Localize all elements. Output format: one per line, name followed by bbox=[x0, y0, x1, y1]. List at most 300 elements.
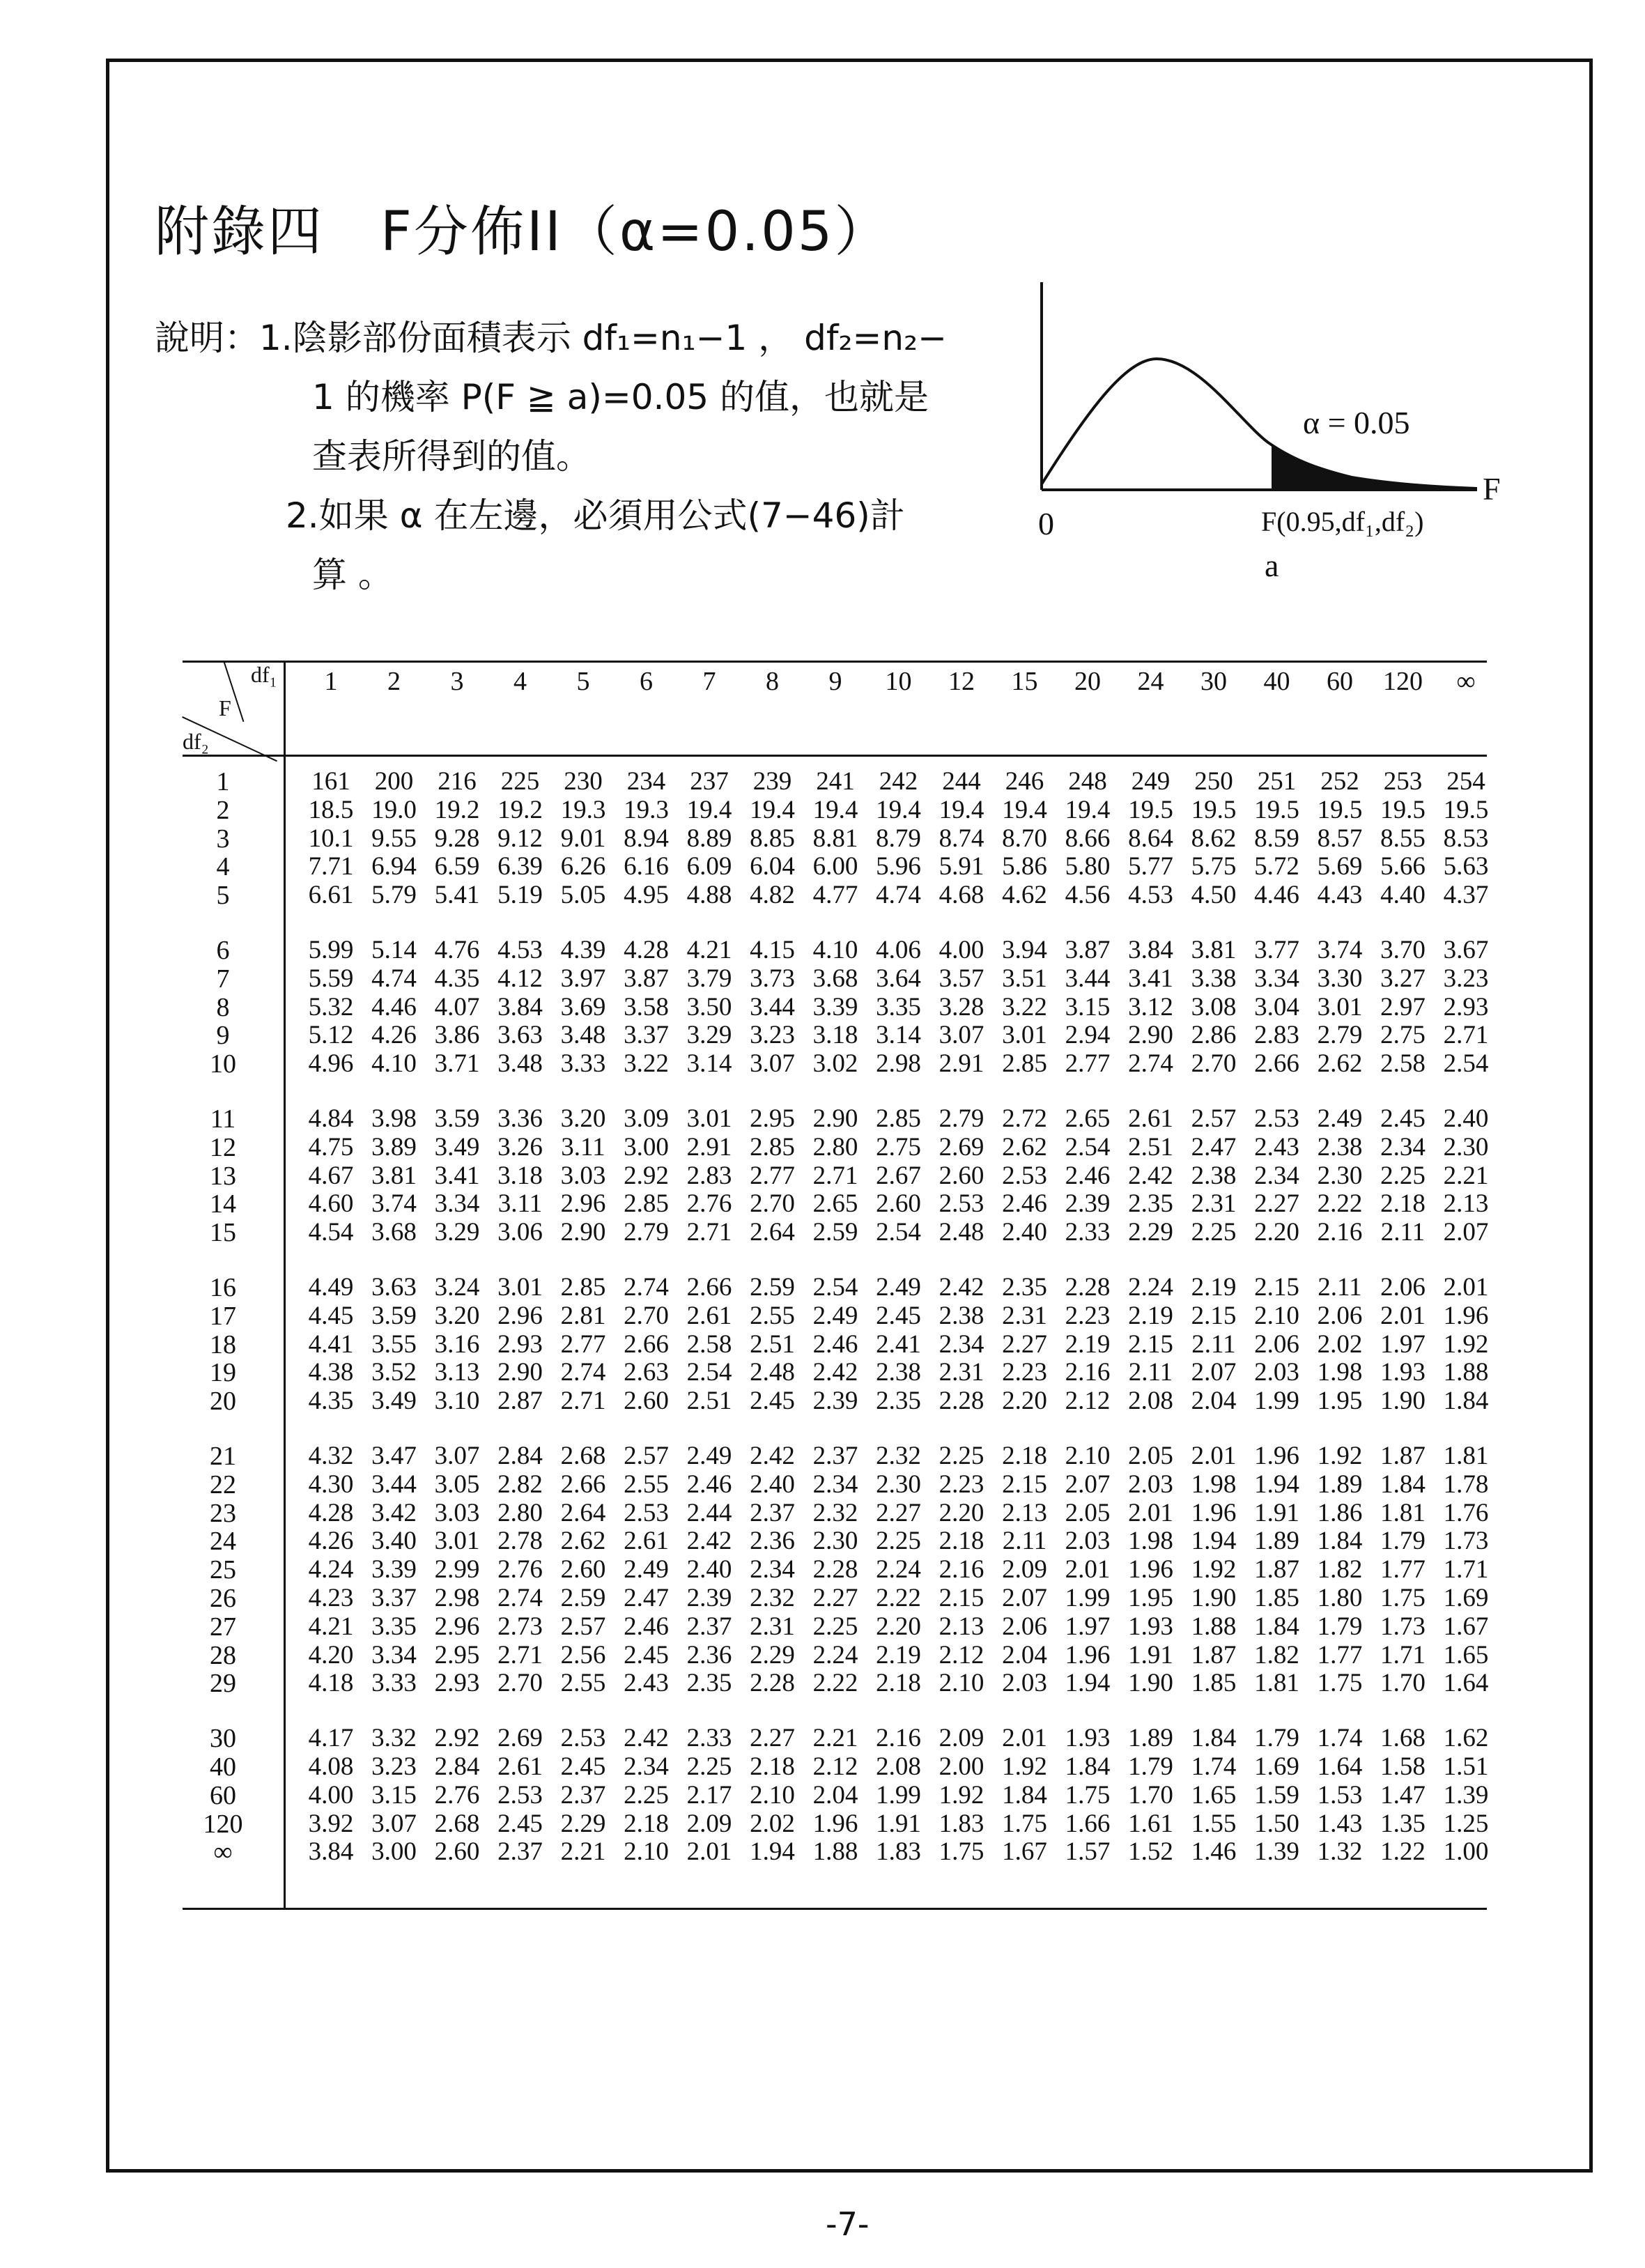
table-cell: 2.01 bbox=[1191, 1442, 1237, 1470]
table-cell: 4.84 bbox=[308, 1104, 354, 1133]
table-cell: 4.35 bbox=[308, 1387, 354, 1416]
column-header: 6 bbox=[640, 667, 653, 696]
table-cell: 4.96 bbox=[308, 1049, 354, 1079]
table-cell: 4.62 bbox=[1002, 881, 1047, 910]
table-cell: 4.74 bbox=[371, 964, 417, 993]
table-cell: 3.49 bbox=[371, 1387, 417, 1416]
table-cell: 3.59 bbox=[434, 1104, 480, 1133]
table-cell: 2.39 bbox=[812, 1387, 858, 1416]
table-cell: 2.23 bbox=[1065, 1301, 1111, 1330]
table-cell: 2.18 bbox=[750, 1752, 795, 1781]
table-cell: 1.93 bbox=[1380, 1358, 1426, 1387]
table-cell: 1.93 bbox=[1065, 1724, 1111, 1753]
table-cell: 242 bbox=[879, 767, 918, 796]
table-cell: 2.17 bbox=[686, 1780, 732, 1810]
table-cell: 2.95 bbox=[434, 1640, 480, 1669]
row-header-df2: 120 bbox=[203, 1809, 243, 1839]
table-cell: 2.47 bbox=[1191, 1132, 1237, 1162]
table-cell: 19.4 bbox=[812, 795, 858, 824]
table-cell: 2.25 bbox=[812, 1612, 858, 1641]
table-cell: 2.10 bbox=[1254, 1301, 1299, 1330]
table-cell: 3.68 bbox=[371, 1218, 417, 1247]
table-cell: 2.24 bbox=[1128, 1273, 1173, 1302]
table-cell: 4.12 bbox=[497, 964, 543, 993]
table-cell: 4.56 bbox=[1065, 881, 1111, 910]
table-cell: 4.23 bbox=[308, 1584, 354, 1612]
row-header-df2: 13 bbox=[210, 1161, 236, 1191]
table-cell: 2.11 bbox=[1002, 1527, 1047, 1556]
table-cell: 244 bbox=[942, 767, 981, 796]
column-header: 5 bbox=[576, 667, 590, 696]
table-cell: 1.66 bbox=[1065, 1809, 1111, 1838]
table-cell: 3.29 bbox=[686, 1021, 732, 1050]
table-cell: 3.01 bbox=[1317, 992, 1363, 1021]
table-cell: 3.67 bbox=[1443, 936, 1489, 964]
table-cell: 2.60 bbox=[434, 1837, 480, 1867]
table-cell: 2.30 bbox=[876, 1469, 921, 1499]
table-cell: 2.58 bbox=[686, 1329, 732, 1359]
table-cell: 2.98 bbox=[434, 1584, 480, 1612]
table-cell: 3.55 bbox=[371, 1329, 417, 1359]
table-cell: 1.91 bbox=[876, 1809, 921, 1838]
table-cell: 2.18 bbox=[624, 1809, 669, 1838]
note-line-5: 算 。 bbox=[312, 555, 393, 595]
table-cell: 3.32 bbox=[371, 1724, 417, 1753]
table-cell: 4.54 bbox=[308, 1218, 354, 1247]
table-cell: 2.49 bbox=[1317, 1104, 1363, 1133]
table-cell: 1.88 bbox=[1443, 1358, 1489, 1387]
table-cell: 1.98 bbox=[1128, 1527, 1173, 1556]
table-cell: 8.85 bbox=[750, 824, 795, 853]
row-header-df2: 4 bbox=[216, 852, 230, 882]
table-cell: 19.3 bbox=[624, 795, 669, 824]
table-cell: 2.16 bbox=[939, 1555, 984, 1584]
table-cell: 2.13 bbox=[939, 1612, 984, 1641]
row-header-df2: 15 bbox=[210, 1218, 236, 1248]
table-cell: 1.61 bbox=[1128, 1809, 1173, 1838]
table-cell: 2.84 bbox=[434, 1752, 480, 1781]
table-cell: 2.61 bbox=[1128, 1104, 1173, 1133]
table-cell: 3.09 bbox=[624, 1104, 669, 1133]
table-cell: 2.06 bbox=[1380, 1273, 1426, 1302]
table-cell: 2.59 bbox=[560, 1584, 606, 1612]
table-cell: 5.14 bbox=[371, 936, 417, 964]
table-cell: 2.34 bbox=[939, 1329, 984, 1359]
table-cell: 2.71 bbox=[686, 1218, 732, 1247]
row-header-df2: 9 bbox=[216, 1021, 230, 1051]
table-cell: 6.16 bbox=[624, 852, 669, 881]
table-cell: 3.47 bbox=[371, 1442, 417, 1470]
row-header-df2: 1 bbox=[216, 767, 230, 796]
table-cell: 2.53 bbox=[1254, 1104, 1299, 1133]
table-cell: 5.69 bbox=[1317, 852, 1363, 881]
table-cell: 2.70 bbox=[497, 1669, 543, 1698]
table-cell: 2.54 bbox=[876, 1218, 921, 1247]
table-cell: 3.89 bbox=[371, 1132, 417, 1162]
table-cell: 4.20 bbox=[308, 1640, 354, 1669]
table-cell: 2.32 bbox=[876, 1442, 921, 1470]
table-cell: 2.01 bbox=[1128, 1498, 1173, 1527]
table-cell: 1.35 bbox=[1380, 1809, 1426, 1838]
table-cell: 2.69 bbox=[497, 1724, 543, 1753]
column-header: 20 bbox=[1074, 667, 1101, 696]
table-cell: 1.96 bbox=[1065, 1640, 1111, 1669]
table-cell: 2.62 bbox=[560, 1527, 606, 1556]
table-cell: 9.55 bbox=[371, 824, 417, 853]
table-bottom-rule bbox=[183, 1908, 1487, 1910]
table-cell: 2.04 bbox=[1191, 1387, 1237, 1416]
table-cell: 2.85 bbox=[750, 1132, 795, 1162]
table-cell: 8.59 bbox=[1254, 824, 1299, 853]
row-header-df2: 26 bbox=[210, 1584, 236, 1613]
table-cell: 2.54 bbox=[812, 1273, 858, 1302]
table-cell: 1.75 bbox=[1380, 1584, 1426, 1612]
table-cell: 1.77 bbox=[1317, 1640, 1363, 1669]
table-cell: 2.74 bbox=[560, 1358, 606, 1387]
shaded-region bbox=[1272, 445, 1477, 490]
table-cell: 8.55 bbox=[1380, 824, 1426, 853]
table-cell: 6.09 bbox=[686, 852, 732, 881]
table-cell: 3.84 bbox=[1128, 936, 1173, 964]
table-cell: 2.03 bbox=[1065, 1527, 1111, 1556]
table-cell: 2.42 bbox=[1128, 1161, 1173, 1190]
table-cell: 8.64 bbox=[1128, 824, 1173, 853]
column-header: 7 bbox=[702, 667, 716, 696]
table-cell: 2.15 bbox=[939, 1584, 984, 1612]
table-cell: 3.71 bbox=[434, 1049, 480, 1079]
table-cell: 4.53 bbox=[497, 936, 543, 964]
table-cell: 4.28 bbox=[624, 936, 669, 964]
table-cell: 2.68 bbox=[560, 1442, 606, 1470]
table-cell: 1.43 bbox=[1317, 1809, 1363, 1838]
table-cell: 3.87 bbox=[1065, 936, 1111, 964]
f-distribution-diagram bbox=[1031, 282, 1519, 583]
table-cell: 2.42 bbox=[624, 1724, 669, 1753]
table-cell: 2.10 bbox=[1065, 1442, 1111, 1470]
table-cell: 2.45 bbox=[497, 1809, 543, 1838]
table-cell: 1.32 bbox=[1317, 1837, 1363, 1867]
table-cell: 4.76 bbox=[434, 936, 480, 964]
table-cell: 5.59 bbox=[308, 964, 354, 993]
table-cell: 2.37 bbox=[560, 1780, 606, 1810]
table-cell: 252 bbox=[1320, 767, 1359, 796]
table-cell: 1.55 bbox=[1191, 1809, 1237, 1838]
table-cell: 1.91 bbox=[1254, 1498, 1299, 1527]
table-cell: 248 bbox=[1068, 767, 1107, 796]
table-cell: 4.74 bbox=[876, 881, 921, 910]
table-cell: 2.85 bbox=[624, 1189, 669, 1219]
table-cell: 2.05 bbox=[1128, 1442, 1173, 1470]
table-cell: 4.17 bbox=[308, 1724, 354, 1753]
table-cell: 1.96 bbox=[1254, 1442, 1299, 1470]
table-cell: 2.01 bbox=[1065, 1555, 1111, 1584]
table-cell: 1.95 bbox=[1317, 1387, 1363, 1416]
table-cell: 1.39 bbox=[1443, 1780, 1489, 1810]
note-line-1: 說明：1.陰影部份面積表示 df₁=n₁−1 ， df₂=n₂− bbox=[155, 318, 948, 358]
table-cell: 19.5 bbox=[1128, 795, 1173, 824]
row-header-df2: 27 bbox=[210, 1612, 236, 1642]
table-cell: 3.02 bbox=[812, 1049, 858, 1079]
table-cell: 4.40 bbox=[1380, 881, 1426, 910]
table-cell: 1.90 bbox=[1380, 1387, 1426, 1416]
table-cell: 1.64 bbox=[1443, 1669, 1489, 1698]
table-cell: 5.86 bbox=[1002, 852, 1047, 881]
table-cell: 2.46 bbox=[686, 1469, 732, 1499]
table-cell: 3.51 bbox=[1002, 964, 1047, 993]
table-cell: 1.39 bbox=[1254, 1837, 1299, 1867]
note-line-4: 2.如果 α 在左邊，必須用公式(7−46)計 bbox=[286, 495, 905, 536]
table-cell: 1.92 bbox=[1317, 1442, 1363, 1470]
alpha-label: α = 0.05 bbox=[1303, 405, 1410, 440]
table-cell: 2.39 bbox=[1065, 1189, 1111, 1219]
table-cell: 6.61 bbox=[308, 881, 354, 910]
table-cell: 2.30 bbox=[1317, 1161, 1363, 1190]
table-cell: 2.31 bbox=[1191, 1189, 1237, 1219]
table-cell: 2.42 bbox=[750, 1442, 795, 1470]
table-cell: 4.43 bbox=[1317, 881, 1363, 910]
column-header: 9 bbox=[828, 667, 842, 696]
table-cell: 2.82 bbox=[497, 1469, 543, 1499]
table-cell: 19.5 bbox=[1254, 795, 1299, 824]
table-cell: 9.01 bbox=[560, 824, 606, 853]
table-cell: 2.90 bbox=[1128, 1021, 1173, 1050]
row-header-df2: 29 bbox=[210, 1669, 236, 1699]
table-cell: 4.21 bbox=[308, 1612, 354, 1641]
table-cell: 2.70 bbox=[1191, 1049, 1237, 1079]
table-cell: 5.05 bbox=[560, 881, 606, 910]
table-cell: 4.07 bbox=[434, 992, 480, 1021]
column-header: 15 bbox=[1011, 667, 1038, 696]
origin-label: 0 bbox=[1038, 506, 1054, 541]
table-cell: 2.04 bbox=[1002, 1640, 1047, 1669]
table-cell: 2.12 bbox=[812, 1752, 858, 1781]
table-cell: 1.85 bbox=[1254, 1584, 1299, 1612]
table-cell: 2.25 bbox=[624, 1780, 669, 1810]
table-cell: 2.68 bbox=[434, 1809, 480, 1838]
table-cell: 1.00 bbox=[1443, 1837, 1489, 1867]
table-cell: 2.18 bbox=[1002, 1442, 1047, 1470]
table-cell: 8.74 bbox=[939, 824, 984, 853]
table-cell: 1.75 bbox=[1317, 1669, 1363, 1698]
table-cell: 3.35 bbox=[371, 1612, 417, 1641]
table-cell: 250 bbox=[1194, 767, 1233, 796]
column-header: 120 bbox=[1383, 667, 1423, 696]
table-cell: 2.35 bbox=[1002, 1273, 1047, 1302]
table-cell: 2.19 bbox=[1128, 1301, 1173, 1330]
table-cell: 1.75 bbox=[1065, 1780, 1111, 1810]
table-cell: 1.59 bbox=[1254, 1780, 1299, 1810]
table-cell: 2.42 bbox=[939, 1273, 984, 1302]
table-cell: 3.05 bbox=[434, 1469, 480, 1499]
table-cell: 2.93 bbox=[1443, 992, 1489, 1021]
table-cell: 4.28 bbox=[308, 1498, 354, 1527]
table-cell: 1.69 bbox=[1254, 1752, 1299, 1781]
table-cell: 1.84 bbox=[1317, 1527, 1363, 1556]
table-cell: 2.49 bbox=[876, 1273, 921, 1302]
table-cell: 4.60 bbox=[308, 1189, 354, 1219]
table-cell: 2.60 bbox=[560, 1555, 606, 1584]
table-cell: 19.2 bbox=[434, 795, 480, 824]
table-cell: 2.35 bbox=[1128, 1189, 1173, 1219]
table-cell: 3.34 bbox=[1254, 964, 1299, 993]
table-cell: 2.90 bbox=[497, 1358, 543, 1387]
corner-df1-label: df₁ bbox=[251, 662, 277, 687]
table-cell: 2.55 bbox=[750, 1301, 795, 1330]
table-cell: 2.37 bbox=[686, 1612, 732, 1641]
table-cell: 6.94 bbox=[371, 852, 417, 881]
table-cell: 3.30 bbox=[1317, 964, 1363, 993]
table-cell: 1.83 bbox=[939, 1809, 984, 1838]
table-cell: 3.33 bbox=[560, 1049, 606, 1079]
table-cell: 3.24 bbox=[434, 1273, 480, 1302]
table-cell: 3.73 bbox=[750, 964, 795, 993]
table-cell: 10.1 bbox=[308, 824, 354, 853]
table-cell: 1.92 bbox=[939, 1780, 984, 1810]
table-cell: 2.41 bbox=[876, 1329, 921, 1359]
table-cell: 1.58 bbox=[1380, 1752, 1426, 1781]
row-header-df2: 23 bbox=[210, 1498, 236, 1528]
table-cell: 2.27 bbox=[750, 1724, 795, 1753]
table-cell: 2.71 bbox=[1443, 1021, 1489, 1050]
table-cell: 2.63 bbox=[624, 1358, 669, 1387]
table-cell: 2.19 bbox=[1065, 1329, 1111, 1359]
table-cell: 2.64 bbox=[750, 1218, 795, 1247]
table-cell: 1.65 bbox=[1191, 1780, 1237, 1810]
table-cell: 2.54 bbox=[1065, 1132, 1111, 1162]
table-cell: 2.03 bbox=[1254, 1358, 1299, 1387]
table-cell: 3.59 bbox=[371, 1301, 417, 1330]
table-cell: 1.87 bbox=[1254, 1555, 1299, 1584]
table-cell: 2.62 bbox=[1317, 1049, 1363, 1079]
table-cell: 3.28 bbox=[939, 992, 984, 1021]
table-cell: 2.79 bbox=[1317, 1021, 1363, 1050]
table-cell: 3.12 bbox=[1128, 992, 1173, 1021]
table-cell: 1.86 bbox=[1317, 1498, 1363, 1527]
table-cell: 1.47 bbox=[1380, 1780, 1426, 1810]
table-cell: 5.99 bbox=[308, 936, 354, 964]
table-cell: 2.45 bbox=[876, 1301, 921, 1330]
table-cell: 2.77 bbox=[1065, 1049, 1111, 1079]
table-cell: 1.81 bbox=[1254, 1669, 1299, 1698]
table-cell: 3.64 bbox=[876, 964, 921, 993]
corner-df2-label: df₂ bbox=[183, 729, 209, 754]
table-cell: 2.20 bbox=[1002, 1387, 1047, 1416]
table-cell: 2.49 bbox=[686, 1442, 732, 1470]
table-cell: 2.83 bbox=[686, 1161, 732, 1190]
table-cell: 1.99 bbox=[1065, 1584, 1111, 1612]
table-cell: 19.4 bbox=[939, 795, 984, 824]
table-cell: 5.66 bbox=[1380, 852, 1426, 881]
table-cell: 2.67 bbox=[876, 1161, 921, 1190]
row-header-df2: 7 bbox=[216, 964, 230, 994]
row-header-df2: 16 bbox=[210, 1273, 236, 1302]
table-cell: 1.96 bbox=[1128, 1555, 1173, 1584]
table-cell: 3.92 bbox=[308, 1809, 354, 1838]
table-cell: 2.45 bbox=[1380, 1104, 1426, 1133]
table-cell: 3.07 bbox=[939, 1021, 984, 1050]
table-cell: 2.60 bbox=[624, 1387, 669, 1416]
table-cell: 3.08 bbox=[1191, 992, 1237, 1021]
table-cell: 3.84 bbox=[497, 992, 543, 1021]
table-cell: 3.13 bbox=[434, 1358, 480, 1387]
table-cell: 3.36 bbox=[497, 1104, 543, 1133]
table-cell: 3.41 bbox=[434, 1161, 480, 1190]
table-cell: 2.10 bbox=[750, 1780, 795, 1810]
table-cell: 2.32 bbox=[812, 1498, 858, 1527]
table-cell: 2.95 bbox=[750, 1104, 795, 1133]
table-cell: 2.15 bbox=[1002, 1469, 1047, 1499]
table-cell: 1.90 bbox=[1191, 1584, 1237, 1612]
row-header-df2: 17 bbox=[210, 1301, 236, 1331]
table-cell: 3.39 bbox=[812, 992, 858, 1021]
table-cell: 2.20 bbox=[939, 1498, 984, 1527]
table-cell: 2.07 bbox=[1191, 1358, 1237, 1387]
table-cell: 2.34 bbox=[750, 1555, 795, 1584]
table-cell: 4.32 bbox=[308, 1442, 354, 1470]
table-cell: 2.34 bbox=[1254, 1161, 1299, 1190]
table-cell: 2.85 bbox=[1002, 1049, 1047, 1079]
table-cell: 3.70 bbox=[1380, 936, 1426, 964]
row-header-df2: 30 bbox=[210, 1724, 236, 1754]
table-cell: 2.07 bbox=[1065, 1469, 1111, 1499]
table-cell: 4.00 bbox=[939, 936, 984, 964]
table-cell: 2.70 bbox=[624, 1301, 669, 1330]
table-cell: 3.07 bbox=[434, 1442, 480, 1470]
table-cell: 1.91 bbox=[1128, 1640, 1173, 1669]
table-cell: 3.01 bbox=[686, 1104, 732, 1133]
table-cell: 2.66 bbox=[1254, 1049, 1299, 1079]
table-cell: 2.27 bbox=[876, 1498, 921, 1527]
table-cell: 2.74 bbox=[497, 1584, 543, 1612]
f-curve bbox=[1042, 359, 1477, 488]
table-cell: 2.71 bbox=[497, 1640, 543, 1669]
axis-f-label: F bbox=[1483, 471, 1501, 507]
table-cell: 1.92 bbox=[1443, 1329, 1489, 1359]
table-cell: 2.53 bbox=[497, 1780, 543, 1810]
page-title: 附錄四 F分佈II（α=0.05） bbox=[155, 201, 891, 263]
table-cell: 1.78 bbox=[1443, 1469, 1489, 1499]
table-cell: 2.10 bbox=[624, 1837, 669, 1867]
table-cell: 2.73 bbox=[497, 1612, 543, 1641]
table-cell: 2.96 bbox=[497, 1301, 543, 1330]
table-cell: 6.26 bbox=[560, 852, 606, 881]
table-cell: 8.66 bbox=[1065, 824, 1111, 853]
table-cell: 2.01 bbox=[686, 1837, 732, 1867]
table-cell: 4.10 bbox=[371, 1049, 417, 1079]
table-cell: 1.84 bbox=[1002, 1780, 1047, 1810]
table-cell: 3.23 bbox=[1443, 964, 1489, 993]
table-cell: 4.00 bbox=[308, 1780, 354, 1810]
table-cell: 19.4 bbox=[1002, 795, 1047, 824]
column-header: ∞ bbox=[1456, 667, 1476, 696]
table-cell: 246 bbox=[1005, 767, 1044, 796]
table-cell: 1.75 bbox=[939, 1837, 984, 1867]
table-cell: 2.12 bbox=[1065, 1387, 1111, 1416]
table-cell: 1.67 bbox=[1002, 1837, 1047, 1867]
table-cell: 1.51 bbox=[1443, 1752, 1489, 1781]
row-header-df2: 25 bbox=[210, 1555, 236, 1585]
row-header-df2: 21 bbox=[210, 1442, 236, 1471]
table-cell: 3.94 bbox=[1002, 936, 1047, 964]
table-cell: 2.09 bbox=[686, 1809, 732, 1838]
table-cell: 2.38 bbox=[1317, 1132, 1363, 1162]
table-cell: 3.58 bbox=[624, 992, 669, 1021]
table-cell: 2.25 bbox=[876, 1527, 921, 1556]
table-cell: 1.83 bbox=[876, 1837, 921, 1867]
table-cell: 3.41 bbox=[1128, 964, 1173, 993]
table-cell: 2.01 bbox=[1002, 1724, 1047, 1753]
table-cell: 1.94 bbox=[1191, 1527, 1237, 1556]
